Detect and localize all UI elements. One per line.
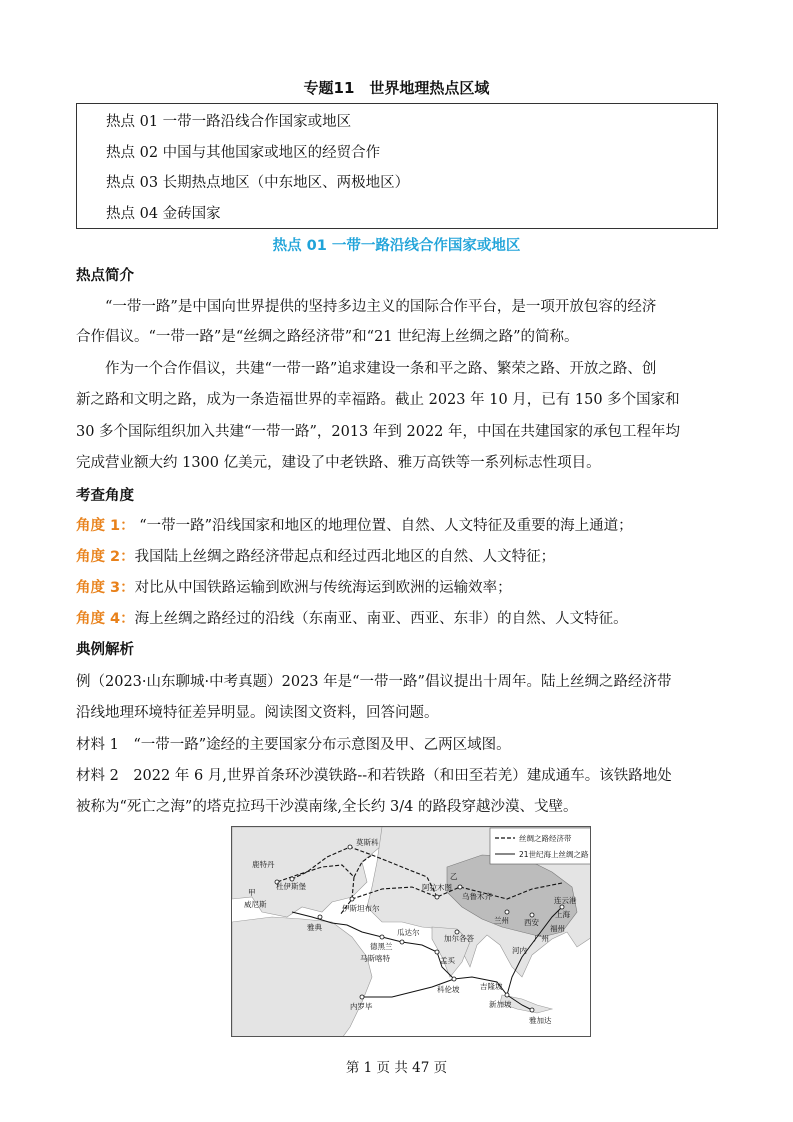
- toc-item: 热点 04 金砖国家: [106, 206, 221, 222]
- singapore-marker: [505, 993, 509, 997]
- map-label-gwadar: 瓜达尔: [397, 928, 420, 937]
- map-label-guangzhou: 广州: [534, 934, 549, 943]
- map-label-nairobi: 内罗毕: [350, 1002, 373, 1011]
- example-heading: 典例解析: [76, 642, 134, 658]
- map-label-jia: 甲: [248, 888, 256, 897]
- angle-text: 海上丝绸之路经过的沿线（东南亚、南亚、西亚、东非）的自然、人文特征。: [134, 611, 628, 627]
- map-label-colombo: 科伦坡: [437, 985, 460, 994]
- map-label-lanzhou: 兰州: [494, 916, 509, 925]
- map-label-lianyungang: 连云港: [554, 896, 577, 905]
- example-line: 沿线地理环境特征差异明显。阅读图文资料，回答问题。: [76, 705, 439, 721]
- angle-text: “一带一路”沿线国家和地区的地理位置、自然、人文特征及重要的海上通道；: [134, 518, 633, 534]
- page-title: 专题11 世界地理热点区域: [303, 79, 490, 97]
- angle-item: [76, 514, 633, 535]
- example-line: 材料 1 “一带一路”途经的主要国家分布示意图及甲、乙两区域图。: [76, 737, 511, 753]
- urumqi-marker: [458, 885, 462, 889]
- map-label-muscat: 马斯喀特: [360, 954, 390, 963]
- lianyungang-marker: [560, 905, 564, 909]
- jakarta-marker: [530, 1008, 534, 1012]
- map-label-tehran: 德黑兰: [370, 942, 393, 951]
- map-label-venice: 威尼斯: [244, 900, 267, 909]
- athens-marker: [318, 915, 322, 919]
- map-label-shanghai: 上海: [555, 910, 570, 919]
- moscow-marker: [348, 845, 352, 849]
- belt-road-map: [231, 826, 591, 1037]
- intro-p2-line: 完成营业额大约 1300 亿美元，建设了中老铁路、雅万高铁等一系列标志性项目。: [76, 455, 601, 471]
- map-label-kolkata: 加尔各答: [444, 934, 474, 943]
- map-label-moscow: 莫斯科: [356, 838, 379, 847]
- legend-land-label: 丝绸之路经济带: [519, 834, 572, 843]
- xian-marker: [530, 913, 534, 917]
- example-line: 例（2023·山东聊城·中考真题）2023 年是“一带一路”倡议提出十周年。陆上丝绸之路经济带: [76, 674, 672, 690]
- intro-heading: 热点简介: [76, 268, 134, 284]
- example-line: 被称为“死亡之海”的塔克拉玛干沙漠南缘,全长约 3/4 的路段穿越沙漠、戈壁。: [76, 799, 578, 815]
- map-label-xian: 西安: [524, 918, 539, 927]
- map-label-athens: 雅典: [307, 923, 322, 932]
- map-label-yi: 乙: [450, 872, 458, 881]
- mumbai-marker: [435, 950, 439, 954]
- map-label-fuzhou: 福州: [550, 924, 565, 933]
- legend-sea-label: 21世纪海上丝绸之路: [519, 850, 589, 859]
- map-label-singapore: 新加坡: [489, 1000, 512, 1009]
- angle-label: 角度 3：: [76, 580, 135, 596]
- africa-land: [232, 917, 372, 1037]
- angles-heading: 考查角度: [76, 488, 134, 504]
- map-label-urumqi: 乌鲁木齐: [462, 892, 492, 901]
- intro-p2-line: 30 多个国际组织加入共建“一带一路”，2013 年到 2022 年，中国在共建国家的承包工程年均: [76, 424, 681, 440]
- toc-item: 热点 02 中国与其他国家或地区的经贸合作: [106, 145, 381, 161]
- intro-p2-line: 作为一个合作倡议，共建“一带一路”追求建设一条和平之路、繁荣之路、开放之路、创: [105, 361, 657, 377]
- rotterdam-marker: [290, 877, 294, 881]
- map-label-mumbai: 孟买: [440, 956, 455, 965]
- lanzhou-marker: [505, 910, 509, 914]
- angle-item: [76, 576, 512, 597]
- angle-text: 对比从中国铁路运输到欧洲与传统海运到欧洲的运输效率；: [134, 580, 512, 596]
- nairobi-marker: [360, 995, 364, 999]
- map-label-rotterdam: 鹿特丹: [252, 860, 275, 869]
- toc-item: 热点 03 长期热点地区（中东地区、两极地区）: [106, 175, 410, 191]
- map-svg: [232, 827, 591, 1037]
- map-label-istanbul: 伊斯坦布尔: [342, 904, 380, 913]
- page-footer: 第 1 页 共 47 页: [345, 1060, 448, 1076]
- example-line: 材料 2 2022 年 6 月,世界首条环沙漠铁路--和若铁路（和田至若羌）建成通车。该铁路地处: [76, 768, 672, 784]
- map-label-kualalumpur: 吉隆坡: [480, 982, 503, 991]
- section-title: 热点 01 一带一路沿线合作国家或地区: [272, 238, 521, 254]
- angle-label: 角度 1：: [76, 518, 135, 534]
- tehran-marker: [380, 935, 384, 939]
- toc-box: [76, 103, 718, 229]
- map-label-hanoi: 河内: [512, 946, 527, 955]
- toc-item: 热点 01 一带一路沿线合作国家或地区: [106, 114, 352, 130]
- map-label-almaty: 阿拉木图: [422, 883, 452, 892]
- colombo-marker: [452, 977, 456, 981]
- map-label-duisburg: 杜伊斯堡: [276, 882, 306, 891]
- angle-item: [76, 545, 555, 566]
- angle-item: [76, 607, 628, 628]
- gwadar-marker: [400, 940, 404, 944]
- map-label-jakarta: 雅加达: [529, 1016, 552, 1025]
- intro-p2-line: 新之路和文明之路，成为一条造福世界的幸福路。截止 2023 年 10 月，已有 150 多个国家和: [76, 392, 680, 408]
- angle-label: 角度 4：: [76, 611, 135, 627]
- intro-p1-line: 合作倡议。“一带一路”是“丝绸之路经济带”和“21 世纪海上丝绸之路”的简称。: [76, 329, 579, 345]
- angle-text: 我国陆上丝绸之路经济带起点和经过西北地区的自然、人文特征；: [134, 549, 556, 565]
- almaty-marker: [435, 895, 439, 899]
- intro-p1-line: “一带一路”是中国向世界提供的坚持多边主义的国际合作平台，是一项开放包容的经济: [105, 299, 657, 315]
- istanbul-marker: [350, 897, 354, 901]
- angle-label: 角度 2：: [76, 549, 135, 565]
